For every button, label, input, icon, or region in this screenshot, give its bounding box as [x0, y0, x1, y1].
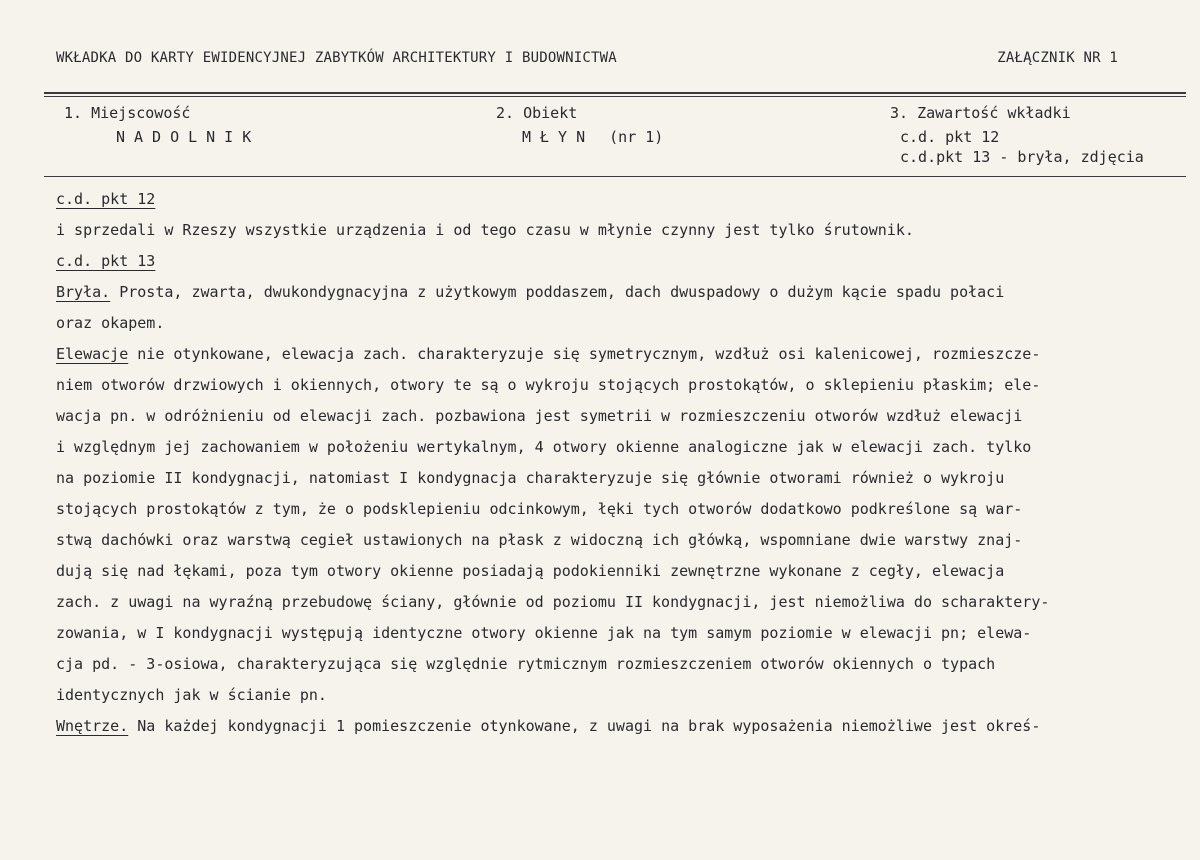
document-title: WKŁADKA DO KARTY EWIDENCYJNEJ ZABYTKÓW ARCHITEKTURY I BUDOWNICTWA: [56, 50, 617, 66]
body-line: na poziomie II kondygnacji, natomiast I kondygnacja charakteryzuje się głównie otworami również o wykroju: [56, 469, 1005, 487]
body-line: identycznych jak w ścianie pn.: [56, 686, 327, 704]
body-line: oraz okapem.: [56, 314, 165, 332]
object-value-group: [522, 126, 663, 148]
contents-line-1: c.d. pkt 12: [900, 128, 1000, 146]
section-heading-pkt12: c.d. pkt 12: [56, 190, 156, 208]
place-label: 1. Miejscowość: [64, 104, 191, 122]
body-line: zowania, w I kondygnacji występują identyczne otwory okienne jak na tym samym poziomie w elewacji pn; elewa-: [56, 624, 1032, 642]
body-line: cja pd. - 3-osiowa, charakteryzująca się względnie rytmicznym rozmieszczeniem otworów okiennych o typach: [56, 655, 996, 673]
body-line: niem otworów drzwiowych i okiennych, otwory te są o wykroju stojących prostokątów, o sklepieniu płaskim; ele-: [56, 376, 1041, 394]
body-line: stwą dachówki oraz warstwą cegieł ustawionych na płask z widoczną ich główką, wspomniane dwie warstwy znaj-: [56, 531, 1023, 549]
header-rule-bottom: [44, 176, 1186, 177]
object-label: 2. Obiekt: [496, 104, 578, 122]
attachment-number: ZAŁĄCZNIK NR 1: [997, 50, 1118, 66]
elewacje-label: Elewacje: [56, 345, 129, 363]
object-number: (nr 1): [609, 128, 664, 146]
object-value: MŁYN: [522, 128, 595, 146]
body-line: Elewacje nie otynkowane, elewacja zach. charakteryzuje się symetrycznym, wzdłuż osi kalenicowej, rozmieszcze-: [56, 345, 1041, 363]
document-body: [56, 184, 1176, 742]
wnetrze-label: Wnętrze.: [56, 717, 129, 735]
body-line: i sprzedali w Rzeszy wszystkie urządzenia i od tego czasu w młynie czynny jest tylko śrutownik.: [56, 221, 914, 239]
bryla-label: Bryła.: [56, 283, 111, 301]
body-line: stojących prostokątów z tym, że o podsklepieniu odcinkowym, łęki tych otworów dodatkowo podkreślone są war-: [56, 500, 1023, 518]
header-rule-top-thin: [44, 96, 1186, 97]
body-line: dują się nad łękami, poza tym otwory okienne posiadają podokienniki zewnętrzne wykonane z cegły, elewacja: [56, 562, 1005, 580]
body-line: Wnętrze. Na każdej kondygnacji 1 pomieszczenie otynkowane, z uwagi na brak wyposażenia niemożliwe jest okreś-: [56, 717, 1041, 735]
body-line: wacja pn. w odróżnieniu od elewacji zach. pozbawiona jest symetrii w rozmieszczeniu otworów wzdłuż elewacji: [56, 407, 1023, 425]
body-line: Bryła. Prosta, zwarta, dwukondygnacyjna z użytkowym poddaszem, dach dwuspadowy o dużym kącie spadu połaci: [56, 283, 1005, 301]
body-line: zach. z uwagi na wyraźną przebudowę ściany, głównie od poziomu II kondygnacji, jest niemożliwa do scharaktery-: [56, 593, 1050, 611]
place-value: NADOLNIK: [116, 128, 261, 146]
header-rule-top: [44, 92, 1186, 94]
contents-label: 3. Zawartość wkładki: [890, 104, 1071, 122]
section-heading-pkt13: c.d. pkt 13: [56, 252, 156, 270]
body-line: i względnym jej zachowaniem w położeniu wertykalnym, 4 otwory okienne analogiczne jak w elewacji zach. tylko: [56, 438, 1032, 456]
contents-line-2: c.d.pkt 13 - bryła, zdjęcia: [900, 148, 1144, 166]
